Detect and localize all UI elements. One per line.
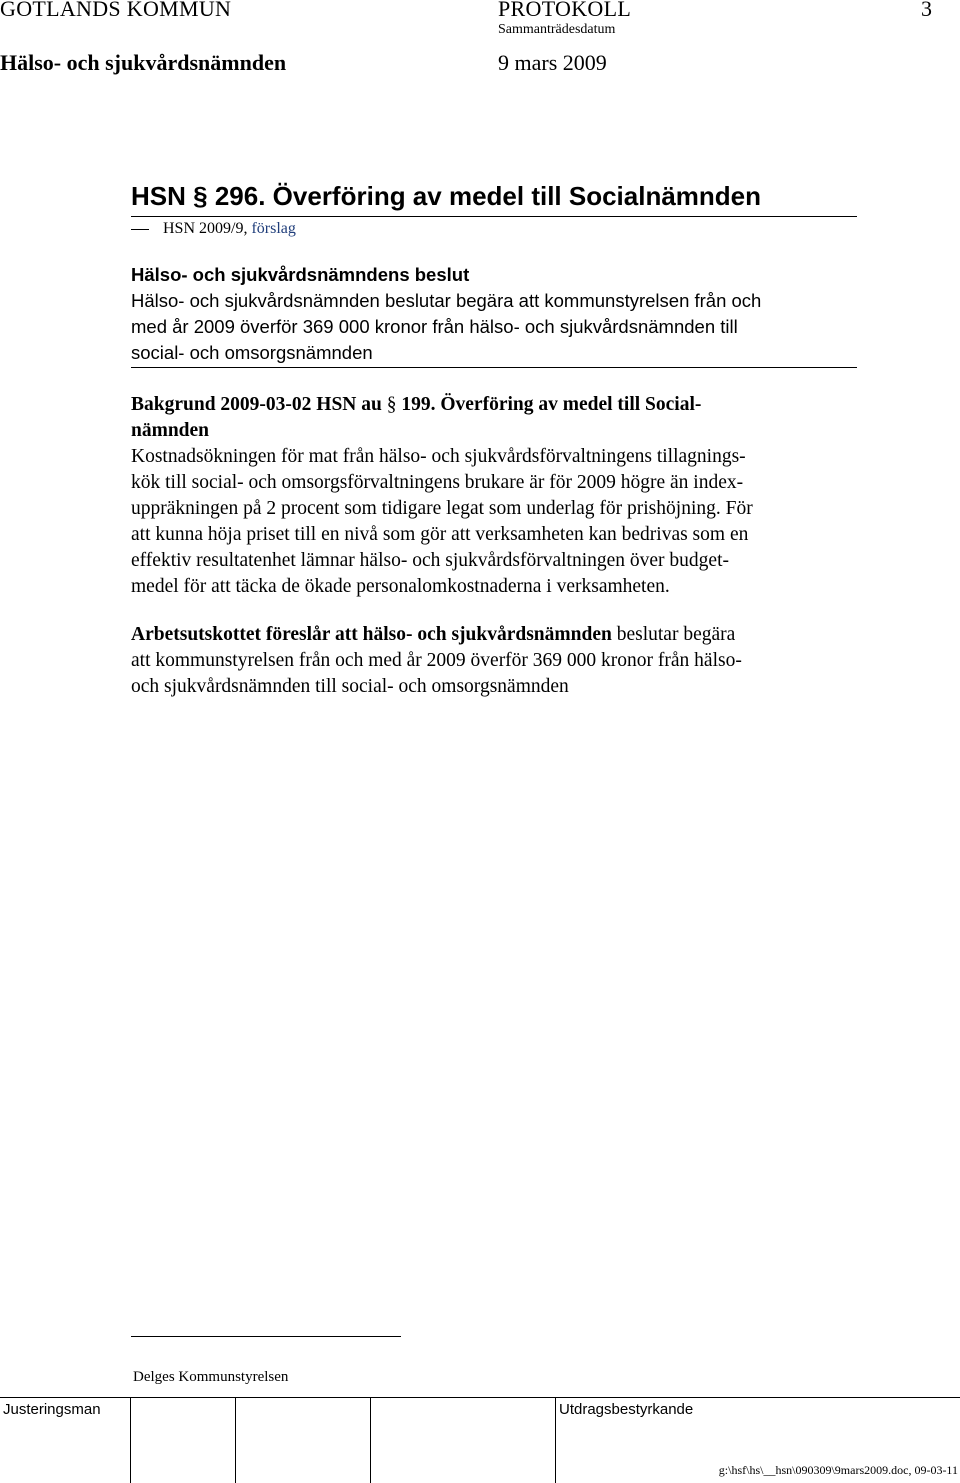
proposal-lead: Arbetsutskottet föreslår att hälso- och sjukvårdsnämnden — [131, 624, 612, 645]
section-symbol: § — [193, 181, 208, 211]
decision-line: med år 2009 överför 369 000 kronor från hälso- och sjukvårdsnämnden till — [131, 316, 738, 337]
decision-line: Hälso- och sjukvårdsnämnden beslutar begära att kommunstyrelsen från och — [131, 290, 762, 311]
proposal-line: att kommunstyrelsen från och med år 2009 överför 369 000 kronor från hälso- — [131, 650, 742, 671]
file-path: g:\hsf\hs\__hsn\090309\9mars2009.doc, 09-03-11 — [718, 1463, 958, 1477]
signature-cell — [370, 1398, 556, 1483]
background-heading-line2: nämnden — [131, 420, 210, 441]
background-line: att kunna höja priset till en nivå som gör att verksamheten kan bedrivas som en — [131, 524, 749, 545]
proposal-line1-rest: beslutar begära — [611, 624, 736, 645]
footer-rule — [131, 1336, 401, 1337]
reference-code: HSN 2009/9, — [163, 220, 248, 237]
proposal-line: och sjukvårdsnämnden till social- och omsorgsnämnden — [131, 676, 569, 697]
justeringsman-cell — [0, 1398, 130, 1483]
justeringsman-label: Justeringsman — [3, 1401, 101, 1418]
distribution-note: Delges Kommunstyrelsen — [133, 1369, 289, 1385]
section-reference — [131, 220, 296, 238]
background-line: medel för att täcka de ökade personalomkostnaderna i verksamheten. — [131, 576, 670, 597]
background-section-symbol: § — [386, 394, 397, 415]
meeting-date: 9 mars 2009 — [498, 50, 607, 75]
section-title — [131, 181, 761, 212]
background-block — [131, 392, 857, 600]
meeting-date-label: Sammanträdesdatum — [498, 22, 616, 37]
committee-name: Hälso- och sjukvårdsnämnden — [0, 50, 287, 75]
proposal-block — [131, 622, 857, 700]
background-line: uppräkningen på 2 procent som tidigare legat som underlag för prishöjning. För — [131, 498, 753, 519]
signature-cell — [130, 1398, 236, 1483]
background-heading-prefix: Bakgrund 2009-03-02 HSN au — [131, 394, 382, 415]
signature-cell — [235, 1398, 371, 1483]
decision-block — [131, 262, 857, 366]
proposal-line1 — [131, 622, 857, 648]
section-title-rest: 296. Överföring av medel till Socialnämnden — [214, 181, 762, 211]
decision-rule — [131, 367, 857, 368]
background-line: effektiv resultatenhet lämnar hälso- och sjukvårdsförvaltningen över budget- — [131, 550, 729, 571]
background-heading-rest: 199. Överföring av medel till Social- — [401, 394, 702, 415]
background-line: Kostnadsökningen för mat från hälso- och sjukvårdsförvaltningens tillagnings- — [131, 446, 746, 467]
reference-dash — [131, 229, 149, 230]
organization-name: GOTLANDS KOMMUN — [0, 0, 232, 21]
background-heading — [131, 392, 857, 418]
section-title-rule — [131, 216, 857, 217]
background-line: kök till social- och omsorgsförvaltningens brukare är för 2009 högre än index- — [131, 472, 744, 493]
section-title-prefix: HSN — [131, 181, 186, 211]
decision-heading: Hälso- och sjukvårdsnämndens beslut — [131, 264, 470, 285]
reference-link[interactable]: förslag — [251, 220, 296, 237]
page-number: 3 — [921, 0, 932, 21]
document-type: PROTOKOLL — [498, 0, 632, 21]
utdrag-label: Utdragsbestyrkande — [559, 1401, 694, 1418]
decision-line: social- och omsorgsnämnden — [131, 342, 373, 363]
